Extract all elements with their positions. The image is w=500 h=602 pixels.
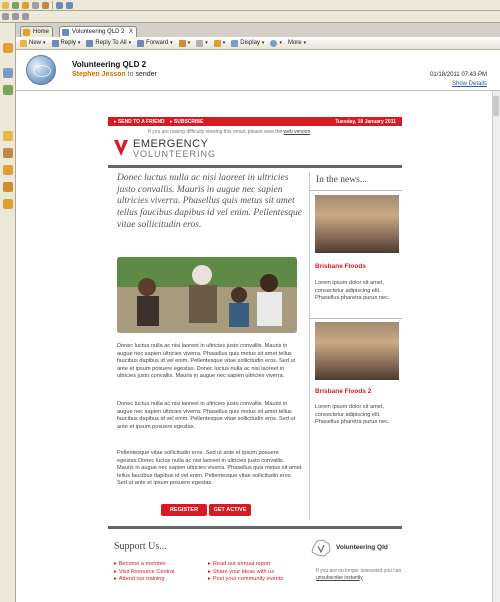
community-events-link[interactable]: ▸ Post your community events <box>208 576 283 584</box>
tag-icon <box>179 40 186 47</box>
close-tab-icon[interactable]: X <box>129 29 134 35</box>
body-paragraph-2: Donec luctus nulla ac nisi laoreet in ultricies justo convallis. Mauris in augue nec sapien ultricies viverra. Phasellus quis metus sit amet tellus faucibus dapibus id vel enim. Pellentesque vitae sollicitudin eros. Sed ut ante et ipsum posuere egestas. <box>117 401 296 430</box>
get-active-button[interactable]: GET ACTIVE <box>209 504 251 516</box>
support-links-left <box>114 561 174 584</box>
forward-icon <box>137 40 144 47</box>
volunteers-photo <box>117 257 297 333</box>
emergency-volunteering-logo <box>113 135 233 161</box>
column-divider <box>309 172 310 520</box>
message-subject: Volunteering QLD 2 <box>72 60 147 69</box>
todo-icon[interactable] <box>3 131 13 141</box>
zoom-out-icon[interactable] <box>66 2 73 9</box>
logo-line-2: VOLUNTEERING <box>133 149 217 159</box>
support-links-right <box>208 561 283 584</box>
email-top-bar <box>108 117 402 126</box>
resource-central-link[interactable]: ▸ Visit Resource Central <box>114 569 174 577</box>
message-tab-icon <box>62 29 69 36</box>
layout-icon[interactable] <box>2 13 9 20</box>
tab-bar <box>16 26 500 37</box>
tools-icon[interactable] <box>42 2 49 9</box>
news-heading: In the news... <box>316 175 367 185</box>
sender-name[interactable]: Stephen Jesson <box>72 71 126 78</box>
folder-icon <box>214 40 221 47</box>
tab-message-label: Volunteering QLD 2 <box>72 29 125 35</box>
message-header <box>16 50 500 91</box>
news-title-1[interactable]: Brisbane Floods <box>315 263 366 270</box>
sender-line <box>72 71 157 78</box>
news-text-1: Lorem ipsum dolor sit amet, consectetur adipiscing elit. Phasellus pharetra purus nec. <box>315 280 390 302</box>
window-toolbar <box>0 11 500 23</box>
refresh-icon[interactable] <box>12 2 19 9</box>
body-paragraph-1: Donec luctus nulla ac nisi laoreet in ultricies justo convallis. Mauris in augue nec sapien ultricies viverra. Phasellus quis metus sit amet tellus faucibus dapibus id vel enim. Pellentesque vitae sollicitudin eros. Sed ut ante et ipsum posuere egestas. Donec luctus nulla ac nisi laoreet in ultricies justo convallis. Mauris in augue nec sapien ultricies viverra. <box>117 343 296 380</box>
scrollbar-thumb[interactable] <box>493 96 499 116</box>
to-label: to <box>127 71 134 78</box>
show-details-link[interactable]: Show Details <box>451 81 487 87</box>
heart-v-icon <box>113 137 129 157</box>
volunteering-qld-logo <box>310 538 402 560</box>
home-icon[interactable] <box>22 2 29 9</box>
register-button[interactable]: REGISTER <box>161 504 207 516</box>
email-date: Tuesday, 18 January 2011 <box>335 118 396 125</box>
logo-line-1: EMERGENCY <box>133 138 209 150</box>
chevron-down-icon: ▾ <box>77 40 81 46</box>
intro-text: Donec luctus nulla ac nisi laoreet in ultricies justo convallis. Mauris in augue nec sapien ultricies viverra. Phasellus quis metus sit amet tellus faucibus dapibus id vel enim. Pellentesque vitae sollicitudin eros. <box>117 173 302 230</box>
share-ideas-link[interactable]: ▸ Share your ideas with us <box>208 569 283 577</box>
reply-to-all-button[interactable] <box>86 40 131 47</box>
reply-icon <box>52 40 59 47</box>
folder-icon[interactable] <box>3 165 13 175</box>
apps-icon[interactable] <box>3 199 13 209</box>
search-icon[interactable] <box>32 2 39 9</box>
open-icon[interactable] <box>2 2 9 9</box>
message-datetime: 01/18/2011 07:43 PM <box>430 72 487 78</box>
news-text-2: Lorem ipsum dolor sit amet, consectetur adipiscing elit. Phasellus pharetra purus nec. <box>315 404 390 426</box>
find-button[interactable] <box>270 40 282 47</box>
tag-button[interactable] <box>179 40 191 47</box>
window-icon[interactable] <box>12 13 19 20</box>
new-icon <box>20 40 27 47</box>
header-divider <box>108 165 402 168</box>
more-label: More <box>287 40 302 46</box>
action-bar <box>16 37 500 50</box>
chevron-down-icon: ▾ <box>128 40 132 46</box>
support-title: Support Us... <box>114 541 167 552</box>
queensland-map-icon <box>310 538 332 558</box>
chevron-down-icon: ▾ <box>222 40 226 46</box>
chevron-down-icon: ▾ <box>43 40 46 46</box>
reply-to-all-label: Reply To All <box>95 40 127 46</box>
become-member-link[interactable]: ▸ Become a member <box>114 561 174 569</box>
flag-icon <box>196 40 203 47</box>
chevron-down-icon: ▾ <box>205 40 208 46</box>
send-to-friend-link[interactable]: ▸ SEND TO A FRIEND <box>114 118 165 125</box>
subscribe-link[interactable]: ▸ SUBSCRIBE <box>170 118 204 125</box>
footer-divider <box>108 526 402 529</box>
reply-all-icon <box>86 40 93 47</box>
news-heading-rule <box>310 190 402 191</box>
left-rail <box>0 23 16 602</box>
vertical-scrollbar[interactable] <box>492 91 500 602</box>
unsubscribe-link[interactable]: unsubscribe instantly <box>316 574 363 581</box>
forward-button[interactable] <box>137 40 173 47</box>
top-toolbar <box>0 0 500 11</box>
zoom-in-icon[interactable] <box>56 2 63 9</box>
web-version-link[interactable]: web version <box>283 129 311 135</box>
display-label: Display <box>240 40 260 46</box>
more-button[interactable] <box>288 40 306 46</box>
print-icon[interactable] <box>22 13 29 20</box>
toolbar-divider <box>52 1 53 9</box>
unsubscribe-text: If you are no longer interested you can <box>316 568 402 574</box>
forward-label: Forward <box>146 40 169 46</box>
chevron-down-icon: ▾ <box>261 40 265 46</box>
training-link[interactable]: ▸ Attend our training <box>114 576 174 584</box>
volunteering-qld-brand: Volunteering Qld <box>336 544 388 551</box>
mail-icon[interactable] <box>3 43 13 53</box>
globe-icon <box>26 55 56 85</box>
chevron-down-icon: ▾ <box>187 40 191 46</box>
new-label: New <box>29 40 42 46</box>
notebook-icon[interactable] <box>3 148 13 158</box>
folder-button[interactable] <box>214 40 226 47</box>
chevron-down-icon: ▾ <box>170 40 173 46</box>
home-tab-icon <box>23 29 30 36</box>
calendar-icon[interactable] <box>3 68 13 78</box>
news-image-2[interactable] <box>315 322 399 380</box>
chevron-down-icon: ▾ <box>279 40 282 46</box>
chevron-down-icon: ▾ <box>303 40 307 46</box>
tab-message[interactable] <box>59 26 137 37</box>
contacts-icon[interactable] <box>3 85 13 95</box>
unsubscribe-line <box>316 568 406 581</box>
follow-up-button[interactable] <box>196 40 208 47</box>
reply-button[interactable] <box>52 40 81 47</box>
magnifier-icon <box>270 40 277 47</box>
replication-icon[interactable] <box>3 182 13 192</box>
volunteers-photo-art <box>117 257 297 333</box>
body-paragraph-3: Pellentesque vitae sollicitudin eros. Sed ut ante et ipsum posuere egestas.Donec luctus nulla ac nisi laoreet in ultricies justo convallis. Mauris in augue nec sapien ultricies viverra. Phasellus quis metus sit amet tellus faucibus dapibus id vel enim. Pellentesque vitae sollicitudin eros. Sed ut ante et ipsum posuere egestas. <box>117 450 302 487</box>
tab-home[interactable] <box>20 26 53 37</box>
news-title-2[interactable]: Brisbane Floods 2 <box>315 388 372 395</box>
recipient-name[interactable]: sender <box>135 71 157 78</box>
new-button[interactable] <box>20 40 46 47</box>
tab-home-label: Home <box>33 29 50 35</box>
news-item-rule <box>310 318 402 319</box>
reply-label: Reply <box>60 40 76 46</box>
display-button[interactable] <box>231 40 264 47</box>
news-image-1[interactable] <box>315 195 399 253</box>
annual-report-link[interactable]: ▸ Read our annual report <box>208 561 283 569</box>
display-icon <box>231 40 238 47</box>
view-web-version-text: If you are having difficulty viewing this email, please view the <box>148 129 283 135</box>
